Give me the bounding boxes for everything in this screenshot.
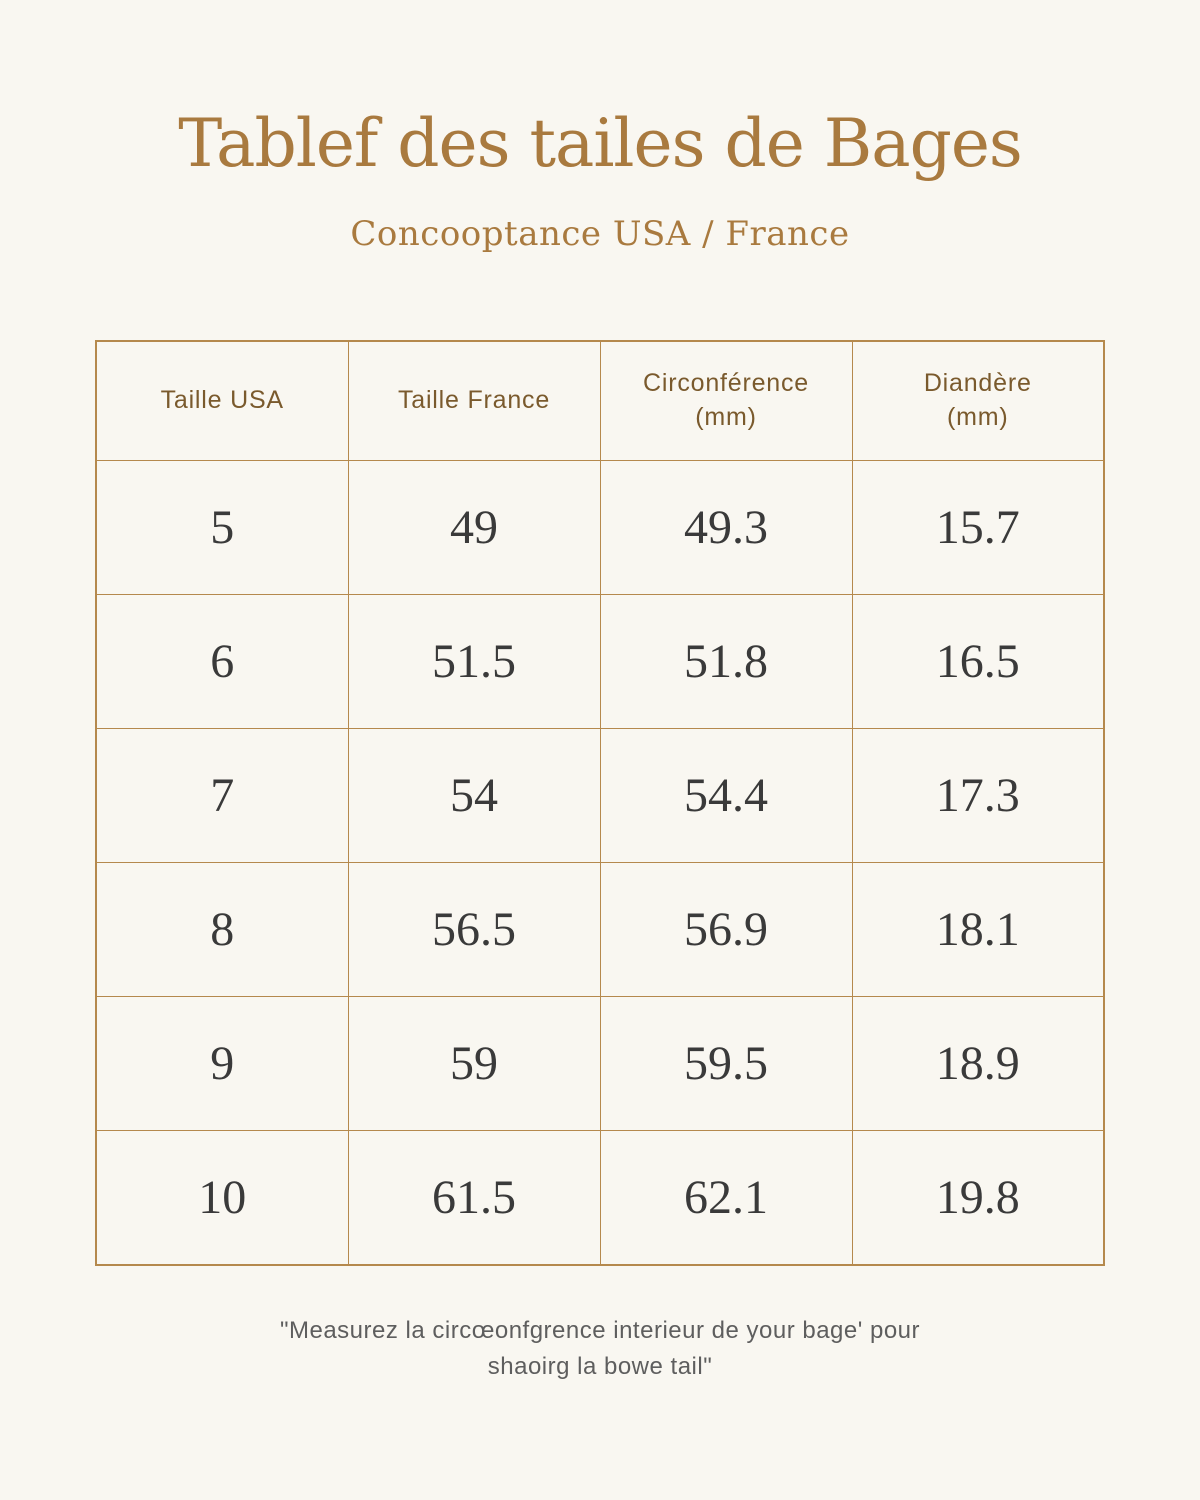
column-header-label: Taille France (397, 386, 551, 415)
table-row (96, 1131, 1104, 1266)
cell-usa-size: 6 (96, 595, 348, 729)
cell-diameter: 17.3 (852, 729, 1104, 863)
cell-france-size: 49 (348, 461, 600, 595)
cell-france-size: 51.5 (348, 595, 600, 729)
cell-usa-size: 7 (96, 729, 348, 863)
cell-usa-size: 8 (96, 863, 348, 997)
cell-diameter: 16.5 (852, 595, 1104, 729)
cell-circumference: 49.3 (600, 461, 852, 595)
column-header-unit: (mm) (946, 403, 1009, 431)
cell-circumference: 54.4 (600, 729, 852, 863)
cell-diameter: 15.7 (852, 461, 1104, 595)
cell-diameter: 18.9 (852, 997, 1104, 1131)
cell-france-size: 59 (348, 997, 600, 1131)
measurement-note (0, 1313, 1200, 1385)
cell-circumference: 59.5 (600, 997, 852, 1131)
cell-france-size: 54 (348, 729, 600, 863)
cell-usa-size: 5 (96, 461, 348, 595)
column-header-france-size (348, 341, 600, 461)
note-line: "Measurez la circœonfgrence interieur de your bage' pour (279, 1317, 921, 1344)
column-header-label: Taille USA (160, 386, 284, 415)
cell-diameter: 18.1 (852, 863, 1104, 997)
note-line: shaoirg la bowe tail" (487, 1353, 713, 1380)
cell-circumference: 51.8 (600, 595, 852, 729)
page-subtitle: Concooptance USA / France (350, 214, 850, 254)
size-table (95, 340, 1105, 1266)
column-header-label: Diandère (923, 369, 1032, 398)
cell-france-size: 56.5 (348, 863, 600, 997)
table-row (96, 863, 1104, 997)
column-header-circumference (600, 341, 852, 461)
cell-diameter: 19.8 (852, 1131, 1104, 1266)
table-row (96, 461, 1104, 595)
cell-circumference: 62.1 (600, 1131, 852, 1266)
cell-circumference: 56.9 (600, 863, 852, 997)
cell-usa-size: 9 (96, 997, 348, 1131)
column-header-usa-size (96, 341, 348, 461)
page-title: Tablef des tailes de Bages (178, 105, 1022, 182)
table-row (96, 729, 1104, 863)
column-header-label: Circonférence (642, 369, 810, 398)
table-header-row (96, 341, 1104, 461)
table-row (96, 997, 1104, 1131)
cell-france-size: 61.5 (348, 1131, 600, 1266)
column-header-diameter (852, 341, 1104, 461)
cell-usa-size: 10 (96, 1131, 348, 1266)
column-header-unit: (mm) (695, 403, 757, 431)
table-row (96, 595, 1104, 729)
